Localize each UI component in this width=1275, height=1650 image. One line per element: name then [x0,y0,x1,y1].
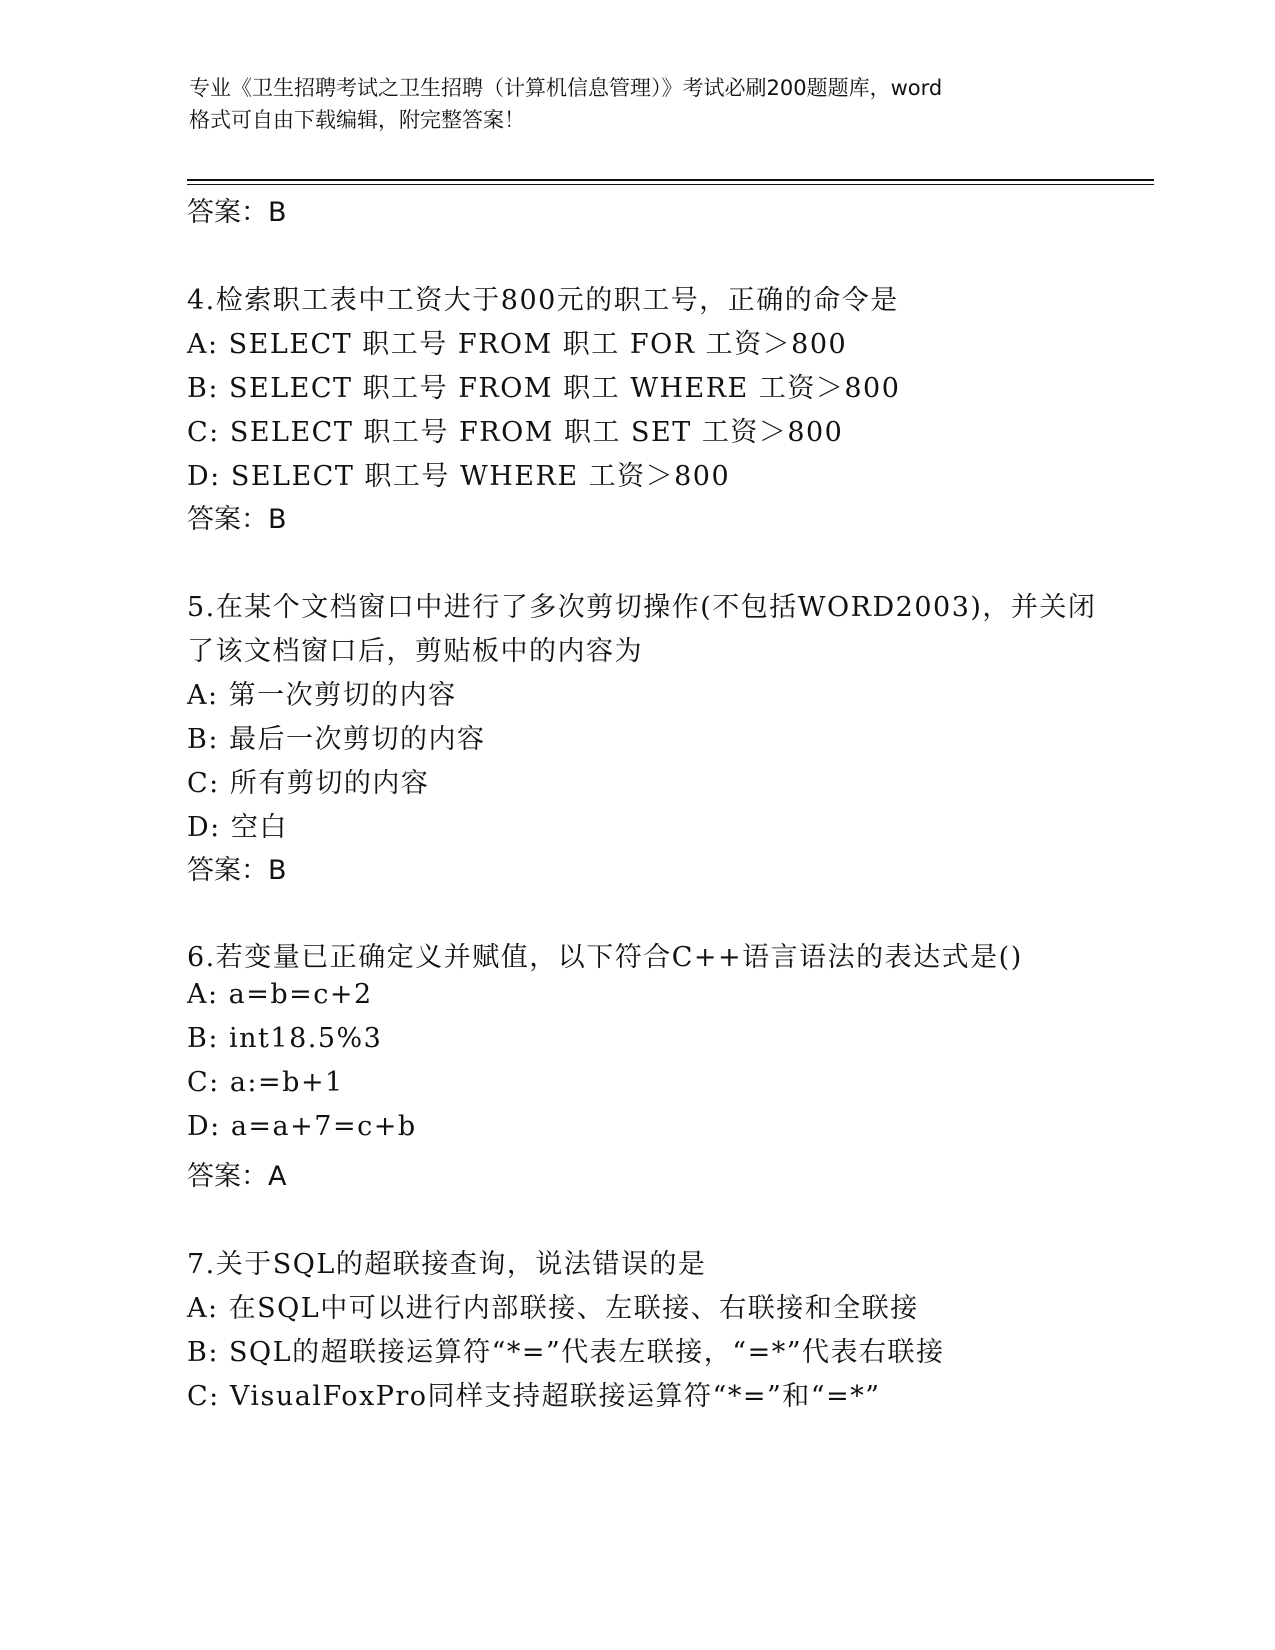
q7-option-b: B: SQL的超联接运算符“*=”代表左联接，“=*”代表右联接 [187,1337,945,1368]
q4-stem: 4.检索职工表中工资大于800元的职工号，正确的命令是 [187,285,899,316]
q7-option-a: A: 在SQL中可以进行内部联接、左联接、右联接和全联接 [187,1293,919,1324]
header-line-1: 专业《卫生招聘考试之卫生招聘（计算机信息管理）》考试必刷200题题库，word [189,76,943,100]
q5-option-b: B: 最后一次剪切的内容 [187,724,486,755]
q5-option-d: D: 空白 [187,812,288,843]
q6-option-c: C: a:=b+1 [187,1067,344,1098]
q7-stem: 7.关于SQL的超联接查询，说法错误的是 [187,1249,707,1280]
q5-stem-line-1: 5.在某个文档窗口中进行了多次剪切操作(不包括WORD2003)，并关闭 [187,592,1097,623]
q4-answer: 答案：B [187,504,287,535]
q5-stem-line-2: 了该文档窗口后，剪贴板中的内容为 [187,636,643,667]
q5-option-c: C: 所有剪切的内容 [187,768,430,799]
q4-option-d: D: SELECT 职工号 WHERE 工资＞800 [187,461,731,492]
q6-stem: 6.若变量已正确定义并赋值，以下符合C++语言语法的表达式是() [187,942,1023,973]
header-line-2: 格式可自由下载编辑，附完整答案！ [189,108,525,132]
q6-option-d: D: a=a+7=c+b [187,1111,417,1142]
q6-option-b: B: int18.5%3 [187,1023,383,1054]
q6-option-a: A: a=b=c+2 [187,979,373,1010]
q4-option-b: B: SELECT 职工号 FROM 职工 WHERE 工资＞800 [187,373,901,404]
q7-option-c: C: VisualFoxPro同样支持超联接运算符“*=”和“=*” [187,1381,881,1412]
q5-option-a: A: 第一次剪切的内容 [187,680,457,711]
header-rule-thick [187,179,1154,181]
q4-option-c: C: SELECT 职工号 FROM 职工 SET 工资＞800 [187,417,844,448]
q4-option-a: A: SELECT 职工号 FROM 职工 FOR 工资＞800 [187,329,848,360]
q5-answer: 答案：B [187,855,287,886]
answer-q3: 答案：B [187,197,287,228]
document-header [189,72,1089,136]
header-rule-thin [187,184,1154,185]
q6-answer: 答案：A [187,1161,287,1192]
